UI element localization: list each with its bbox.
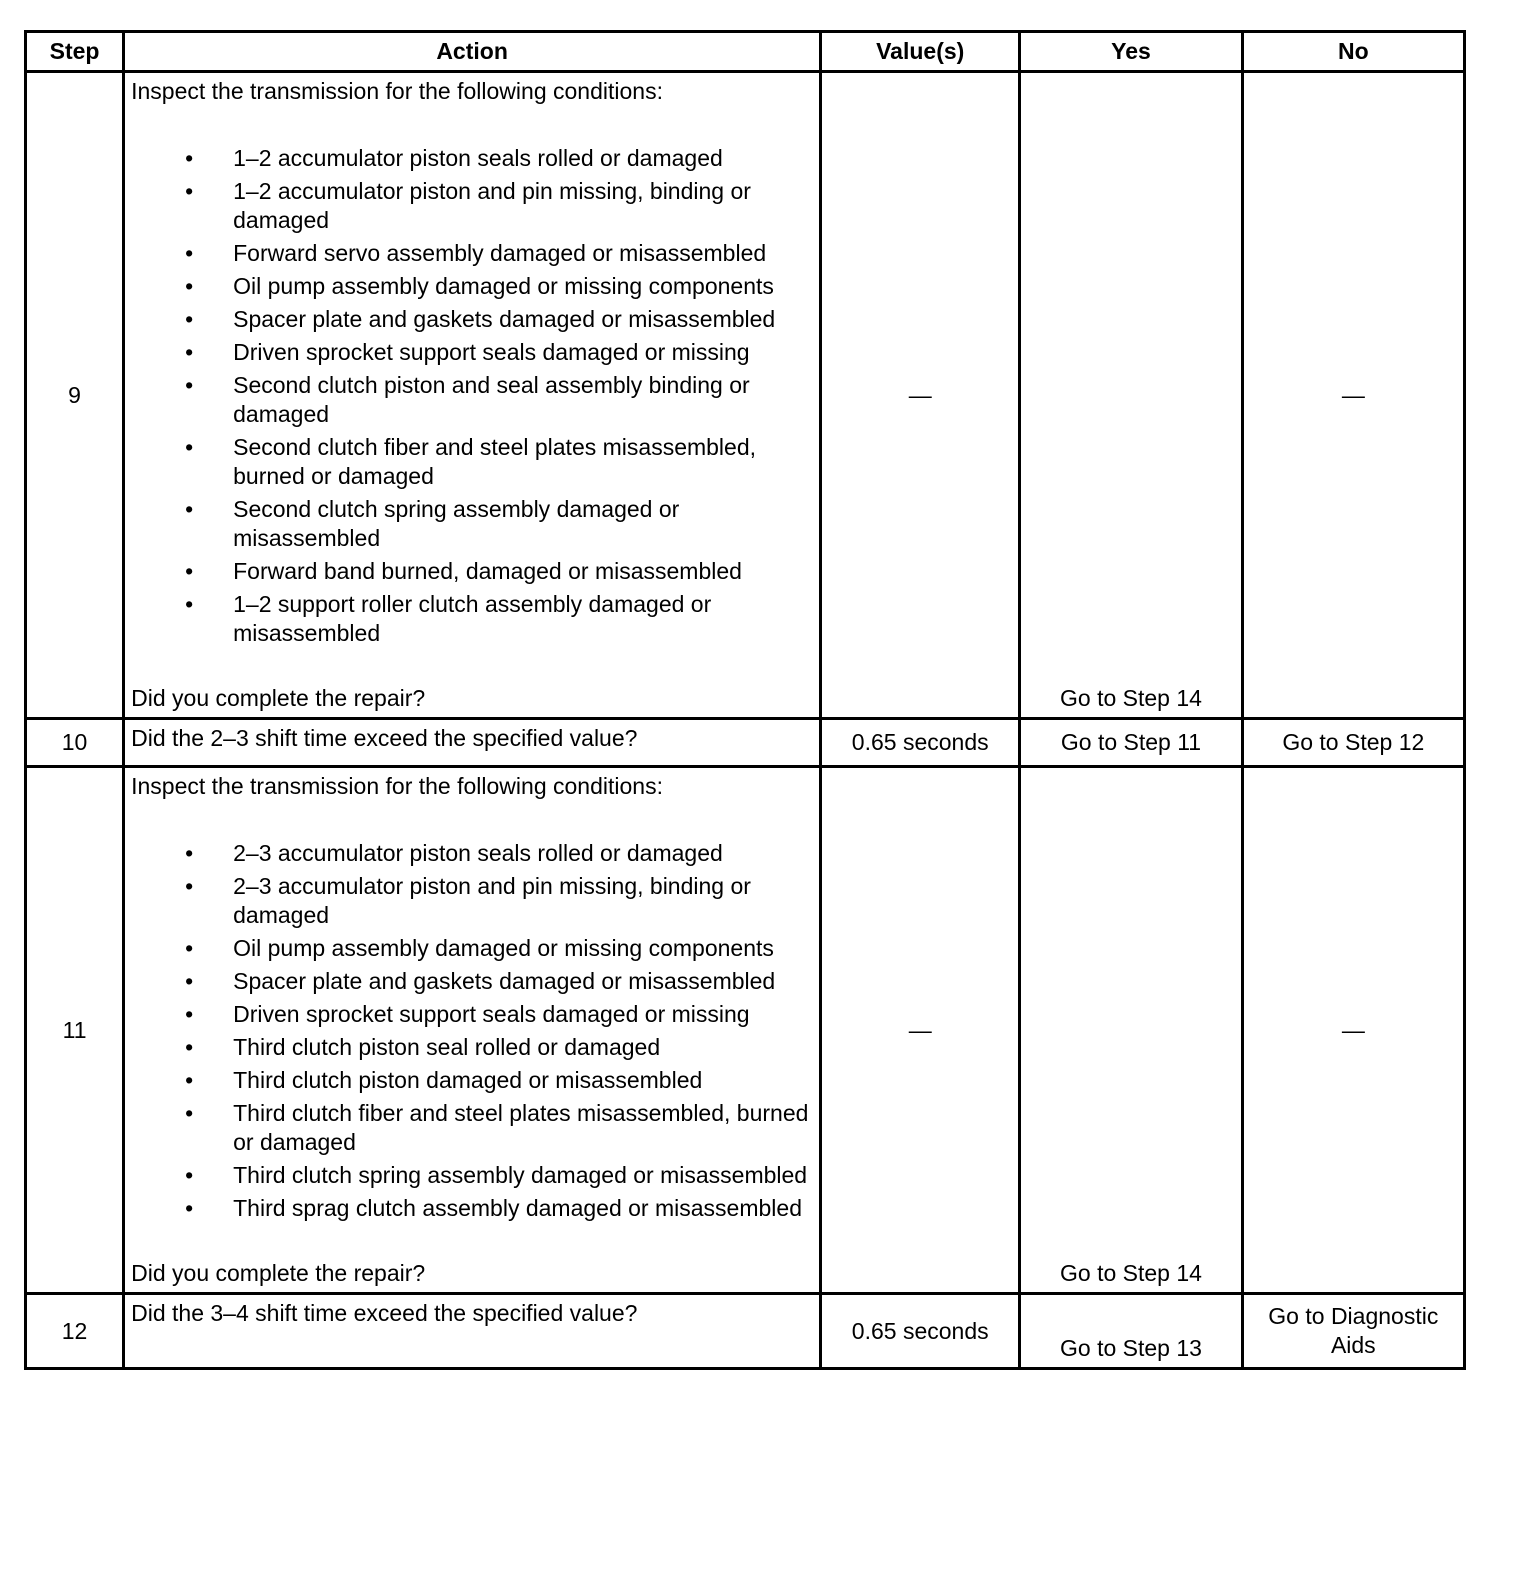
- header-yes: Yes: [1020, 32, 1242, 72]
- condition-text: Second clutch piston and seal assembly binding or damaged: [233, 372, 750, 427]
- condition-text: Oil pump assembly damaged or missing components: [233, 273, 774, 299]
- bullet-icon: •: [185, 1162, 194, 1188]
- bullet-icon: •: [185, 968, 194, 994]
- condition-item: [131, 590, 811, 648]
- action-question: Did the 3–4 shift time exceed the specified value?: [124, 1294, 821, 1369]
- condition-item: [131, 872, 811, 930]
- bullet-icon: •: [185, 273, 194, 299]
- bullet-icon: •: [185, 434, 194, 460]
- condition-text: 1–2 accumulator piston and pin missing, binding or damaged: [233, 178, 751, 233]
- condition-item: [131, 272, 811, 301]
- bullet-icon: •: [185, 873, 194, 899]
- bullet-icon: •: [185, 558, 194, 584]
- action-question: Did you complete the repair?: [131, 1260, 426, 1286]
- condition-text: Third clutch fiber and steel plates misassembled, burned or damaged: [233, 1100, 809, 1155]
- value-cell: —: [821, 72, 1020, 719]
- bullet-icon: •: [185, 1100, 194, 1126]
- condition-item: [131, 1066, 811, 1095]
- condition-item: [131, 371, 811, 429]
- yes-cell: Go to Step 14: [1020, 767, 1242, 1294]
- yes-cell: Go to Step 13: [1020, 1294, 1242, 1369]
- condition-item: [131, 1194, 811, 1223]
- yes-cell: Go to Step 11: [1020, 719, 1242, 767]
- table-row-step-10: [26, 719, 1465, 767]
- condition-text: Spacer plate and gaskets damaged or misassembled: [233, 968, 776, 994]
- condition-item: [131, 495, 811, 553]
- bullet-icon: •: [185, 372, 194, 398]
- condition-item: [131, 1000, 811, 1029]
- yes-cell: Go to Step 14: [1020, 72, 1242, 719]
- step-number: 9: [26, 72, 124, 719]
- condition-list: [131, 839, 811, 1223]
- condition-item: [131, 557, 811, 586]
- action-question: Did you complete the repair?: [131, 685, 426, 711]
- condition-text: Forward band burned, damaged or misassembled: [233, 558, 742, 584]
- condition-item: [131, 239, 811, 268]
- condition-text: Third clutch piston damaged or misassembled: [233, 1067, 703, 1093]
- condition-text: 2–3 accumulator piston and pin missing, binding or damaged: [233, 873, 751, 928]
- bullet-icon: •: [185, 1034, 194, 1060]
- condition-item: [131, 839, 811, 868]
- table-row-step-12: [26, 1294, 1465, 1369]
- bullet-icon: •: [185, 1067, 194, 1093]
- condition-item: [131, 305, 811, 334]
- header-step: Step: [26, 32, 124, 72]
- condition-text: 2–3 accumulator piston seals rolled or damaged: [233, 840, 723, 866]
- header-values: Value(s): [821, 32, 1020, 72]
- no-cell: —: [1242, 767, 1464, 1294]
- condition-item: [131, 144, 811, 173]
- header-row: [26, 32, 1465, 72]
- condition-text: Third sprag clutch assembly damaged or misassembled: [233, 1195, 802, 1221]
- step-number: 12: [26, 1294, 124, 1369]
- step-number: 10: [26, 719, 124, 767]
- header-no: No: [1242, 32, 1464, 72]
- condition-text: Driven sprocket support seals damaged or missing: [233, 1001, 750, 1027]
- condition-list: [131, 144, 811, 648]
- action-cell: [124, 767, 821, 1294]
- bullet-icon: •: [185, 306, 194, 332]
- bullet-icon: •: [185, 840, 194, 866]
- condition-item: [131, 1099, 811, 1157]
- condition-item: [131, 1033, 811, 1062]
- condition-item: [131, 967, 811, 996]
- condition-text: 1–2 accumulator piston seals rolled or damaged: [233, 145, 723, 171]
- condition-text: Driven sprocket support seals damaged or missing: [233, 339, 750, 365]
- value-cell: 0.65 seconds: [821, 1294, 1020, 1369]
- value-cell: —: [821, 767, 1020, 1294]
- condition-text: Second clutch fiber and steel plates misassembled, burned or damaged: [233, 434, 757, 489]
- condition-item: [131, 338, 811, 367]
- bullet-icon: •: [185, 935, 194, 961]
- action-question: Did the 2–3 shift time exceed the specified value?: [124, 719, 821, 767]
- condition-text: Oil pump assembly damaged or missing components: [233, 935, 774, 961]
- condition-text: Forward servo assembly damaged or misassembled: [233, 240, 767, 266]
- condition-item: [131, 177, 811, 235]
- table-row-step-9: [26, 72, 1465, 719]
- value-cell: 0.65 seconds: [821, 719, 1020, 767]
- header-action: Action: [124, 32, 821, 72]
- condition-text: Second clutch spring assembly damaged or misassembled: [233, 496, 680, 551]
- bullet-icon: •: [185, 145, 194, 171]
- condition-item: [131, 1161, 811, 1190]
- no-cell: Go to Step 12: [1242, 719, 1464, 767]
- condition-text: Spacer plate and gaskets damaged or misassembled: [233, 306, 776, 332]
- diagnostic-table: [24, 30, 1466, 1370]
- bullet-icon: •: [185, 240, 194, 266]
- condition-text: 1–2 support roller clutch assembly damaged or misassembled: [233, 591, 712, 646]
- bullet-icon: •: [185, 339, 194, 365]
- bullet-icon: •: [185, 1001, 194, 1027]
- action-intro: Inspect the transmission for the following conditions:: [131, 773, 663, 799]
- condition-text: Third clutch spring assembly damaged or misassembled: [233, 1162, 808, 1188]
- bullet-icon: •: [185, 496, 194, 522]
- step-number: 11: [26, 767, 124, 1294]
- bullet-icon: •: [185, 591, 194, 617]
- no-cell: Go to Diagnostic Aids: [1242, 1294, 1464, 1369]
- table-row-step-11: [26, 767, 1465, 1294]
- condition-item: [131, 934, 811, 963]
- bullet-icon: •: [185, 1195, 194, 1221]
- condition-item: [131, 433, 811, 491]
- action-intro: Inspect the transmission for the following conditions:: [131, 78, 663, 104]
- condition-text: Third clutch piston seal rolled or damaged: [233, 1034, 661, 1060]
- no-cell: —: [1242, 72, 1464, 719]
- action-cell: [124, 72, 821, 719]
- bullet-icon: •: [185, 178, 194, 204]
